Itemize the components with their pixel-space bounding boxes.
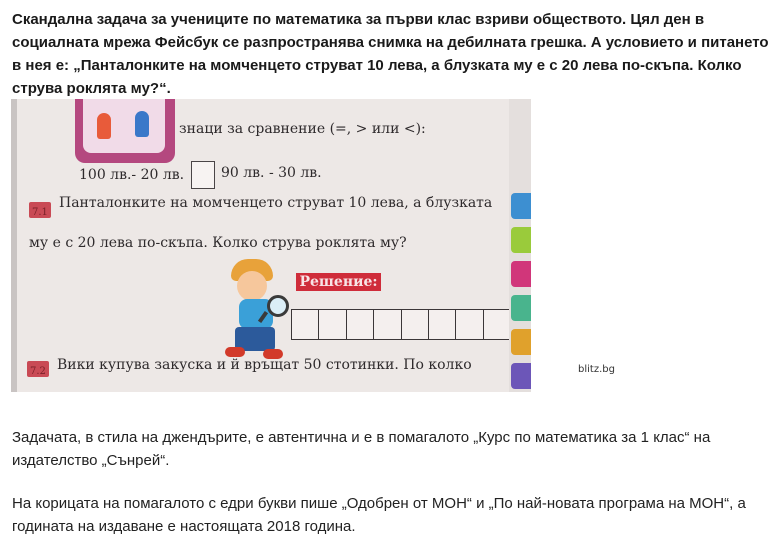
task-number: 7.1: [32, 207, 48, 218]
article-lead: Скандална задача за учениците по математика за първи клас взриви обществото. Цял ден в социалната мрежа Фейсбук се разпространява снимка на дебилната грешка. А условието и питането в нея е: „Панталонките на момченцето струват 10 лева, а блузката му е с 20 лева по-скъпа. Колко струва роклята му?“.: [12, 11, 769, 97]
task-line-2: му е с 20 лева по-скъпа. Колко струва роклята му?: [29, 235, 407, 251]
solution-label: Решение:: [296, 273, 381, 291]
answer-cell: [428, 309, 457, 340]
answer-cell: [346, 309, 375, 340]
answer-grid: [291, 309, 510, 340]
compare-instruction: знаци за сравнение (=, > или <):: [179, 121, 426, 137]
photo-credit: blitz.bg: [578, 364, 615, 375]
page-gutter: [11, 99, 17, 392]
page-edge-tab: [511, 329, 531, 355]
compare-answer-box: [191, 161, 215, 189]
kid-figure-left: [97, 113, 111, 139]
answer-cell: [318, 309, 347, 340]
next-task-text: Вики купува закуска и й връщат 50 стотинки. По колко: [57, 357, 472, 373]
boy-head: [237, 271, 267, 301]
next-task-number-badge: [27, 361, 49, 377]
page-edge-tab: [511, 261, 531, 287]
article-paragraph-1: Задачата, в стила на джендърите, е автентична и е в помагалото „Курс по математика за 1 клас“ на издателство „Сънрей“.: [12, 429, 711, 469]
article-paragraph-2: На корицата на помагалото с едри букви пише „Одобрен от МОН“ и „По най-новата програма на МОН“, а годината на издаване е настоящата 2018 година.: [12, 495, 746, 535]
task-line-1: Панталонките на момченцето струват 10 лева, а блузката: [59, 195, 493, 211]
kid-figure-right: [135, 111, 149, 137]
answer-cell: [455, 309, 484, 340]
compare-left-expression: 100 лв.- 20 лв.: [79, 167, 185, 183]
page-edge-tab: [511, 295, 531, 321]
magnifier-icon: [267, 295, 289, 317]
answer-cell: [401, 309, 430, 340]
compare-right-expression: 90 лв. - 30 лв.: [221, 165, 322, 181]
illustration-inner: [83, 99, 165, 153]
textbook-photo: [11, 99, 531, 392]
answer-cell: [291, 309, 320, 340]
page-edge-tab: [511, 363, 531, 389]
page-edge-tab: [511, 193, 531, 219]
page-edge-tab: [511, 227, 531, 253]
page-edge-tabs: [509, 99, 531, 392]
answer-cell: [373, 309, 402, 340]
next-task-number: 7.2: [30, 366, 46, 377]
task-number-badge: [29, 202, 51, 218]
boy-shoe-left: [225, 347, 245, 357]
illustration-frame: [75, 99, 175, 163]
answer-cell: [483, 309, 512, 340]
